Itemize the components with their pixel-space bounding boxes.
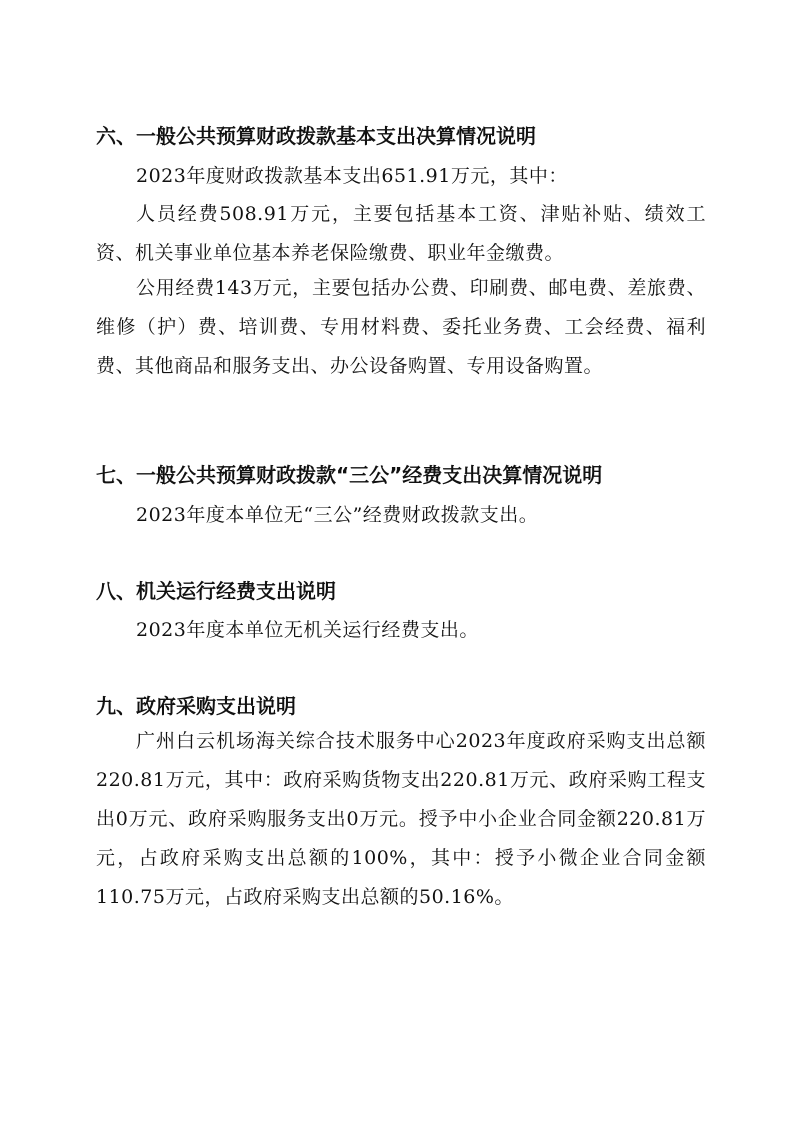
procurement-text: 广州白云机场海关综合技术服务中心2023年度政府采购支出总额220.81万元，其中：政府采购货物支出220.81万元、政府采购工程支出0万元、政府采购服务支出0万元。授予中小企业合同金额220.81万元，占政府采购支出总额的100%，其中：授予小微企业合同金额110.75万元，占政府采购支出总额的50.16%。 — [96, 730, 706, 908]
section-8-body: 2023年度本单位无机关运行经费支出。 — [136, 619, 479, 641]
public-expense-text: 公用经费143万元，主要包括办公费、印刷费、邮电费、差旅费、维修（护）费、培训费、专用材料费、委托业务费、工会经费、福利费、其他商品和服务支出、办公设备购置、专用设备购置。 — [96, 277, 706, 377]
section-8-heading: 八、机关运行经费支出说明 — [96, 579, 336, 603]
section-9-heading: 九、政府采购支出说明 — [96, 694, 296, 718]
section-7-heading: 七、一般公共预算财政拨款“三公”经费支出决算情况说明 — [96, 463, 603, 487]
section-6-heading: 六、一般公共预算财政拨款基本支出决算情况说明 — [96, 124, 536, 148]
section-6-public-paragraph — [96, 269, 706, 386]
section-6-personnel-paragraph — [96, 195, 706, 273]
personnel-expense-text: 人员经费508.91万元，主要包括基本工资、津贴补贴、绩效工资、机关事业单位基本养老保险缴费、职业年金缴费。 — [96, 203, 706, 264]
section-6-intro: 2023年度财政拨款基本支出651.91万元，其中： — [136, 165, 568, 187]
section-9-paragraph — [96, 722, 706, 917]
section-7-body: 2023年度本单位无“三公”经费财政拨款支出。 — [136, 504, 539, 526]
